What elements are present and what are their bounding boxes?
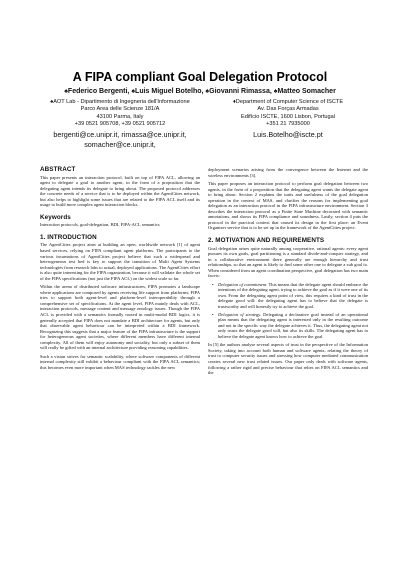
affiliation-line: +351 21 7935000 [266,121,310,128]
facet-item [218,282,368,310]
email-line: Luis.Botelho@iscte.pt [253,129,323,139]
introduction-continued: deployment scenarios arising from the convergence between the Internet and the wireless environments [3]. [208,167,368,178]
facet-list [208,282,368,339]
affiliation-line: 43100 Parma, Italy [96,113,144,120]
introduction-continued: This paper proposes an interaction protocol to perform goal delegation between two agents, in the form of a proposition that the delegating agent wants the delegate agent to bring about. Section 2 explains the traits and usefulness of the goal delegation operation in the context of MAS, and clarifies the reasons for implementing goal delegation as an interaction protocol in the FIPA infrastructure environment. Section 3 describes the interaction protocol as a Finite State Machine decorated with semantic annotations, and shows its FIPA compliance and soundness. Lastly, section 4 puts the protocol in the practical context that caused its design in the first place: an Event Organizer service that is to be set up in the framework of the AgentCities project. [208,181,368,231]
introduction-heading: 1. INTRODUCTION [40,233,97,241]
affiliation-line: +39 0521 905708, +39 0521 905712 [74,121,166,128]
introduction-paragraph: Such a vision strives for semantic scalability, where software components of different internal complexity still exhibit a behaviour compliant with the FIPA ACL semantics; this becomes even more important when MAS technology tackles the new [40,353,200,370]
facet-text: This means that the delegate agent should embrace the intentions of the delegating agent, trying to achieve the goal as if it were one of its own. From the delegating agent point of view, this requires a kind of trust in the delegate good will: the delegating agent has to believe that the delegate is trustworthy and will honestly try to achieve the goal. [218,281,368,310]
abstract-text: This paper presents an interaction protocol, built on top of FIPA ACL, allowing an agent to delegate a goal to another agent, in the form of a proposition that the delegating agent intends its delegate to bring about. The proposed protocol addresses the concrete needs of a service that is to be deployed within the AgentCities network, but also helps to highlight some issues that are related to the FIPA ACL itself and its usage to build more complex agent interaction blocks. [40,174,200,208]
email-line: somacher@ce.unipr.it, [84,139,156,149]
affiliation-line: Parco Area delle Scienze 181/A [80,106,160,113]
facet-term: Delegation of strategy. [218,311,262,317]
motivation-closing: In [5] the authors analyse several aspects of trust in the perspective of the Information Society, taking into account both human and software agents, relating the theory of trust to computer security issues and stressing how computer mediated communication creates several new trust related issues. Our paper only deals with software agents, following a rather rigid and precise behaviour that relies on FIPA ACL semantics and the [208,342,368,376]
affiliation-line: Edifício ISCTE, 1600 Lisbon, Portugal [241,113,335,120]
keywords-text: Interaction protocols, goal-delegation, BDI, FIPA-ACL semantics [40,222,160,228]
motivation-heading: 2. MOTIVATION AND REQUIREMENTS [208,237,325,245]
facet-text: Delegating a declarative goal instead of an operational plan means that the delegating agent is interested only in the resulting outcome and not in the specific way the delegate achieves it. Thus, the delegating agent not only trusts the delegate good will, but also its skills. The delegating agent has to believe the delegate agent knows how to achieve the goal. [218,311,368,339]
author-list: ♠Federico Bergenti, ♠Luis Miguel Botelho, ♠Giovanni Rimassa, ♠Matteo Somacher [64,88,336,95]
email-line: bergenti@ce.unipr.it, rimassa@ce.unipr.it, [53,129,187,139]
right-column [208,167,368,379]
paper-title: A FIPA compliant Goal Delegation Protocol [72,70,328,84]
affiliation-line: Av. Das Forças Armadas [257,106,319,113]
introduction-paragraph: The AgentCities project aims at building an open, worldwide network [1] of agent based services, relying on FIPA compliant agent platforms. The participants to the various incarnations of AgentCities project believe that such a widespread and heterogeneous test bed is key to support the transition of Multi Agent Systems technologies from research labs to actual, deployed applications. The AgentCities effort is also quite interesting for the FIPA organization, because it will validate the whole set of the FIPA specifications (not just the FIPA ACL) on the widest scale so far. [40,242,200,281]
motivation-paragraph: Goal delegation arises quite naturally among cooperative, rational agents: every agent pursues its own goals, goal partitioning is a standard divide-and-conquer strategy, and in a collaborative environment there generally are enough hierarchy and trust relationships, so that an agent is likely to find some other one to delegate a sub goal to. When considered from an agent coordination perspective, goal delegation has two main facets: [208,245,368,279]
introduction-paragraph: Within the arena of distributed software infrastructures, FIPA promotes a landscape where applications are composed by agents receiving life support from platforms; FIPA tries to support both agent-level and platform-level interoperability through a comprehensive set of specifications. At the agent level, FIPA mainly deals with ACL, interaction protocols, message content and message ontology issues. Though the FIPA ACL is provided with a semantics formally rooted in multi-modal BDI logics, it is generally accepted that FIPA does not mandate a BDI architecture for agents, but only that observable agent behaviour can be interpreted within a BDI framework. Recognizing this suggests that a major feature of the FIPA infrastructure is the support for heterogeneous agent societies, where different members have different internal complexity. All of them will enjoy autonomy and sociality, but only a subset of them will really be gifted with an internal architecture providing reasoning capabilities. [40,284,200,351]
affiliation-line: ♦Department of Computer Science of ISCTE [232,99,344,105]
affiliation-line: ♠AOT Lab - Dipartimento di Ingegneria dell'Informazione [50,99,190,105]
facet-item [218,312,368,340]
abstract-heading: ABSTRACT [40,166,76,173]
left-column [40,167,200,374]
facet-term: Delegation of commitment. [218,281,268,287]
keywords-heading: Keywords [40,213,71,221]
affiliation-left [40,99,200,149]
affiliation-right [208,99,368,139]
